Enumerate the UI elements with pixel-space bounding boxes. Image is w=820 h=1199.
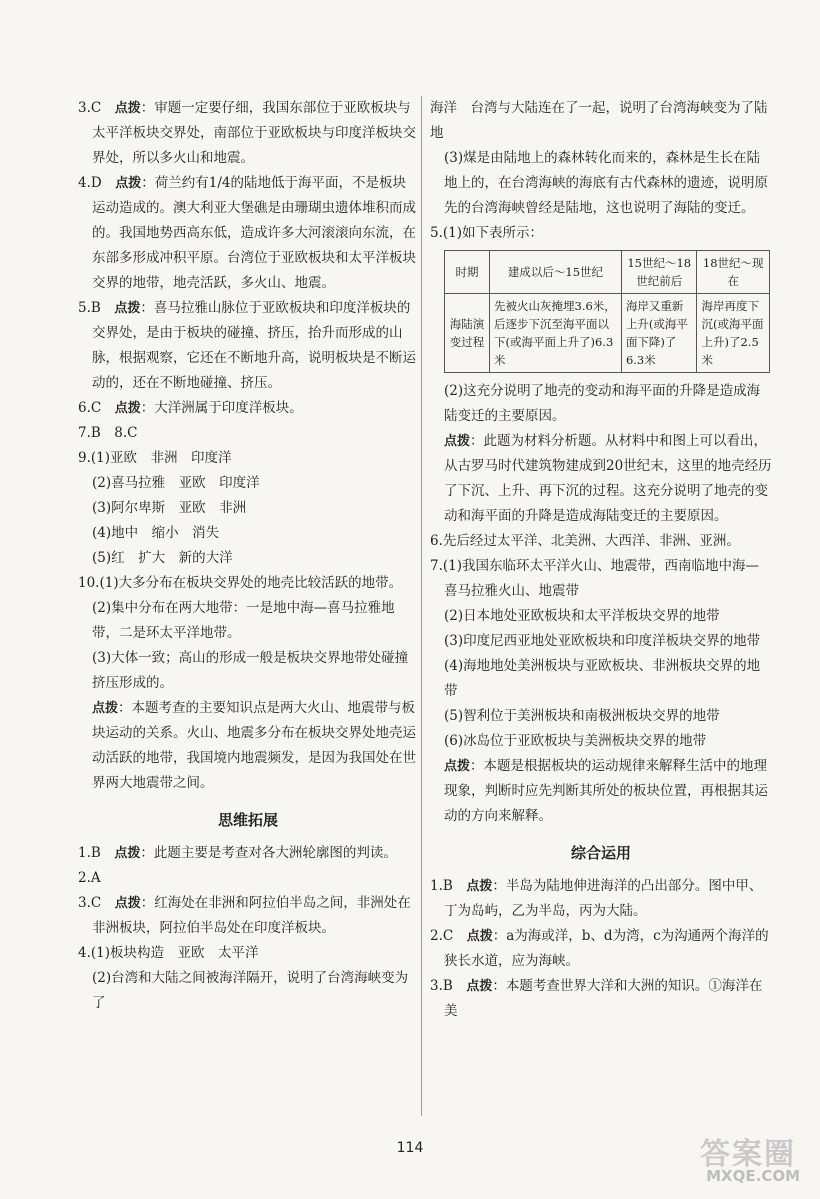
section-title-thinking-expansion: 思维拓展 [217,811,278,829]
right-column [430,96,772,1024]
table-cell: 海陆演变过程 [445,294,490,373]
watermark-logo [668,1129,806,1185]
answer-q5-1: 5.(1)如下表所示： [430,225,544,241]
table-header-cell: 建成以后～15世纪 [490,251,622,294]
table-header-cell: 18世纪～现在 [697,251,770,294]
answer-q7-q8: 7.B 8.C [78,425,138,441]
answer-q7-5: (5)智利位于美洲板块和南极洲板块交界的地带 [444,708,720,724]
continued-answer-q4-3: (3)煤是由陆地上的森林转化而来的，森林是生长在陆地上的，在台湾海峡的海底有古代森林的遗迹，说明原先的台湾海峡曾经是陆地，这也说明了海陆的变迁。 [444,150,768,216]
comprehensive-answer-q2: 2.C 点拨：a为海或洋，b、d为湾，c为沟通两个海洋的狭长水道，应为海峡。 [430,928,769,969]
answer-q5-tip: 点拨：此题为材料分析题。从材料中和图上可以看出，从古罗马时代建筑物建成到20世纪末，这里的地壳经历了下沉、上升、再下沉的过程。这充分说明了地壳的变动和海平面的升降是造成海陆变迁的主要原因。 [444,433,772,524]
thinking-answer-q1: 1.B 点拨：此题主要是考查对各大洲轮廓图的判读。 [78,845,397,861]
answer-q10-3: (3)大体一致；高山的形成一般是板块交界地带处碰撞挤压形成的。 [92,650,409,691]
answer-q9-2: (2)喜马拉雅 亚欧 印度洋 [92,475,260,491]
answer-q6-right: 6.先后经过太平洋、北美洲、大西洋、非洲、亚洲。 [430,533,740,549]
answer-q9-5: (5)红 扩大 新的大洋 [92,550,233,566]
column-divider [421,96,422,1116]
answer-q9-1: 9.(1)亚欧 非洲 印度洋 [78,450,232,466]
answer-q4: 4.D 点拨：荷兰约有1/4的陆地低于海平面，不是板块运动造成的。澳大利亚大堡礁是由珊瑚虫遗体堆积而成的。我国地势西高东低，造成许多大河滚滚向东流，在东部多形成冲积平原。台湾位于亚欧板块和太平洋板块交界的地带，地壳活跃，多火山、地震。 [78,175,416,291]
answer-q10-1: 10.(1)大多分布在板块交界处的地壳比较活跃的地带。 [78,575,403,591]
thinking-answer-q2: 2.A [78,870,101,886]
thinking-answer-q3: 3.C 点拨：红海处在非洲和阿拉伯半岛之间，非洲处在非洲板块，阿拉伯半岛处在印度洋板块。 [78,895,411,936]
answer-q7-3: (3)印度尼西亚地处亚欧板块和印度洋板块交界的地带 [444,633,761,649]
answer-q6: 6.C 点拨：大洋洲属于印度洋板块。 [78,400,303,416]
answer-q3: 3.C 点拨：审题一定要仔细，我国东部位于亚欧板块与太平洋板块交界处，南部位于亚欧板块与印度洋板块交界处，所以多火山和地震。 [78,100,416,166]
thinking-answer-q4-2: (2)台湾和大陆之间被海洋隔开，说明了台湾海峡变为了 [92,970,409,1011]
answer-q9-3: (3)阿尔卑斯 亚欧 非洲 [92,500,247,516]
page-number: 114 [396,1140,424,1156]
watermark-text: 答案圈 [700,1137,796,1172]
answer-q10-2: (2)集中分布在两大地带：一是地中海—喜马拉雅地带，二是环太平洋地带。 [92,600,395,641]
answer-q9-4: (4)地中 缩小 消失 [92,525,220,541]
watermark-url: MXQE.COM [706,1167,800,1185]
comprehensive-answer-q3: 3.B 点拨：本题考查世界大洋和大洲的知识。①海洋在美 [430,978,763,1019]
section-title-comprehensive-application: 综合运用 [570,844,631,862]
table-header-row [445,251,770,294]
left-column [78,96,418,1016]
comprehensive-answer-q1: 1.B 点拨：半岛为陆地伸进海洋的凸出部分。图中甲、丁为岛屿，乙为半岛，丙为大陆。 [430,878,763,919]
thinking-answer-q4-1: 4.(1)板块构造 亚欧 太平洋 [78,945,259,961]
continued-answer-line: 海洋 台湾与大陆连在了一起，说明了台湾海峡变为了陆地 [430,100,768,141]
answer-q10-tip: 点拨：本题考查的主要知识点是两大火山、地震带与板块运动的关系。火山、地震多分布在板块交界处地壳运动活跃的地带，我国境内地震频发，是因为我国处在世界两大地震带之间。 [92,700,416,791]
table-header-cell: 15世纪～18世纪前后 [621,251,697,294]
table-header-cell: 时期 [445,251,490,294]
answer-q7-6: (6)冰岛位于亚欧板块与美洲板块交界的地带 [444,733,707,749]
answer-q5-2: (2)这充分说明了地壳的变动和海平面的升降是造成海陆变迁的主要原因。 [444,383,761,424]
table-cell: 先被火山灰掩埋3.6米，后逐步下沉至海平面以下(或海平面上升了)6.3米 [490,294,622,373]
table-cell: 海岸再度下沉(或海平面上升)了2.5米 [697,294,770,373]
answer-q7-1: 7.(1)我国东临环太平洋火山、地震带，西南临地中海—喜马拉雅火山、地震带 [430,558,760,599]
answer-q7-4: (4)海地地处美洲板块与亚欧板块、非洲板块交界的地带 [444,658,761,699]
sea-land-change-table [444,250,770,373]
table-row [445,294,770,373]
answer-q7-tip: 点拨：本题是根据板块的运动规律来解释生活中的地理现象，判断时应先判断其所处的板块位置，再根据其运动的方向来解释。 [444,758,768,824]
table-cell: 海岸又重新上升(或海平面下降)了6.3米 [621,294,697,373]
answer-q5: 5.B 点拨：喜马拉雅山脉位于亚欧板块和印度洋板块的交界处，是由于板块的碰撞、挤压，抬升而形成的山脉，根据观察，它还在不断地升高，说明板块是不断运动的，还在不断地碰撞、挤压。 [78,300,416,391]
answer-q7-2: (2)日本地处亚欧板块和太平洋板块交界的地带 [444,608,720,624]
